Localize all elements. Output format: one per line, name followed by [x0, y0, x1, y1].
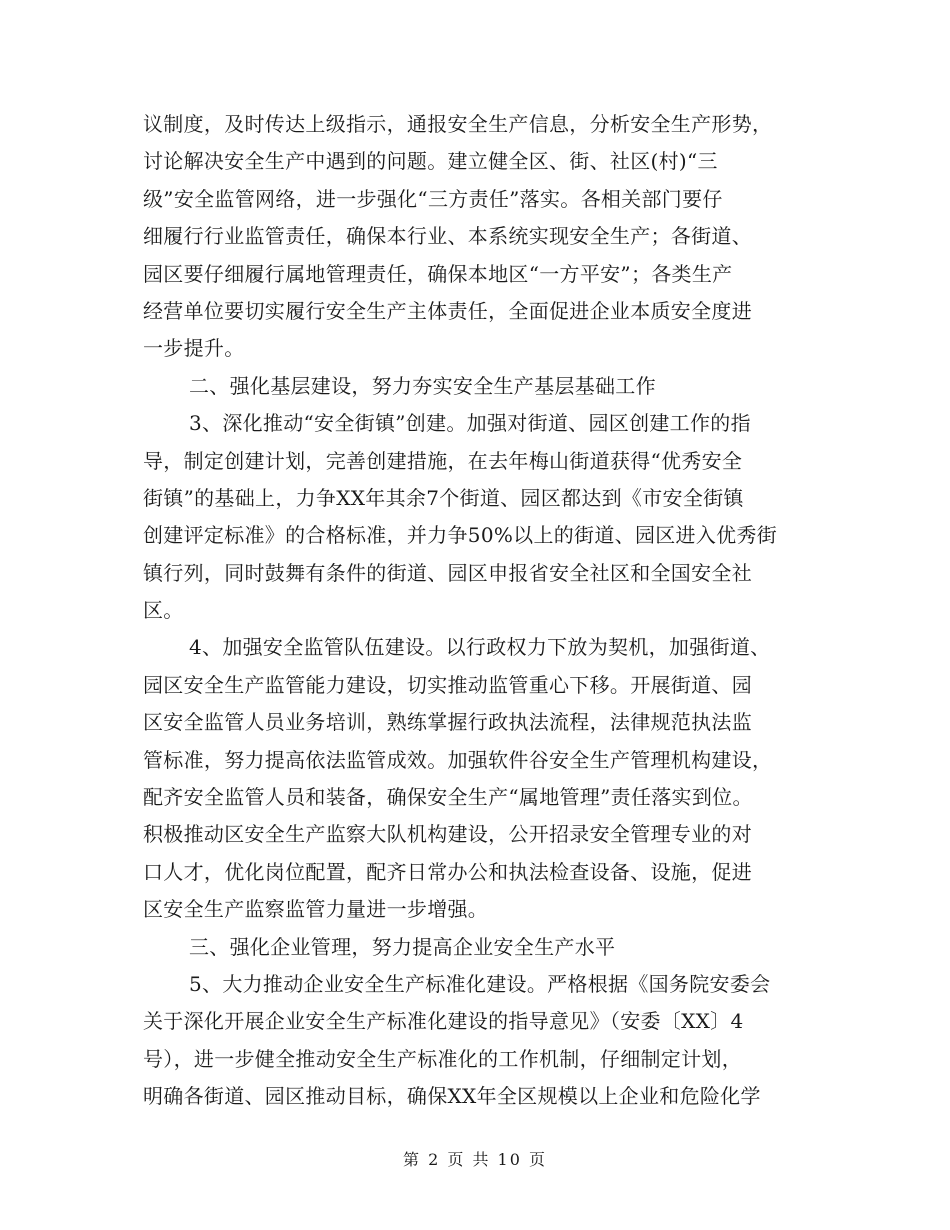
text-line: 讨论解决安全生产中遇到的问题。建立健全区、街、社区(村)“三 [143, 149, 718, 174]
text-line: 积极推动区安全生产监察大队机构建设，公开招录安全管理专业的对 [143, 822, 752, 847]
text-line: 区安全生产监察监管力量进一步增强。 [143, 897, 489, 922]
text-line: 一步提升。 [143, 336, 245, 361]
text-line: 配齐安全监管人员和装备，确保安全生产“属地管理”责任落实到位。 [143, 785, 753, 810]
text-line: 级”安全监管网络，进一步强化“三方责任”落实。各相关部门要仔 [143, 186, 723, 211]
text-line: 5、大力推动企业安全生产标准化建设。严格根据《国务院安委会 [189, 971, 771, 996]
text-line: 园区要仔细履行属地管理责任，确保本地区“一方平安”；各类生产 [143, 261, 733, 286]
text-line: 园区安全生产监管能力建设，切实推动监管重心下移。开展街道、园 [143, 672, 752, 697]
document-body [143, 106, 808, 1116]
text-line: 管标准，努力提高依法监管成效。加强软件谷安全生产管理机构建设， [143, 747, 773, 772]
text-line: 议制度，及时传达上级指示，通报安全生产信息，分析安全生产形势， [143, 112, 773, 136]
text-line: 镇行列，同时鼓舞有条件的街道、园区申报省安全社区和全国安全社 [143, 560, 752, 585]
text-line: 二、强化基层建设，努力夯实安全生产基层基础工作 [189, 373, 656, 398]
text-line: 细履行行业监管责任，确保本行业、本系统实现安全生产；各街道、 [143, 224, 752, 249]
page-footer: 第 2 页 共 10 页 [403, 1150, 547, 1169]
text-line: 区安全监管人员业务培训，熟练掌握行政执法流程，法律规范执法监 [143, 710, 752, 735]
text-line: 号），进一步健全推动安全生产标准化的工作机制，仔细制定计划， [143, 1046, 742, 1071]
text-line: 关于深化开展企业安全生产标准化建设的指导意见》（安委〔XX〕4 [143, 1009, 744, 1034]
text-line: 口人才，优化岗位配置，配齐日常办公和执法检查设备、设施，促进 [143, 859, 752, 884]
text-line: 三、强化企业管理，努力提高企业安全生产水平 [189, 934, 616, 959]
text-line: 经营单位要切实履行安全生产主体责任，全面促进企业本质安全度进 [143, 298, 752, 323]
text-line: 4、加强安全监管队伍建设。以行政权力下放为契机，加强街道、 [189, 635, 771, 660]
text-line: 街镇”的基础上，力争XX年其余7个街道、园区都达到《市安全街镇 [143, 485, 744, 510]
text-line: 明确各街道、园区推动目标，确保XX年全区规模以上企业和危险化学 [143, 1084, 761, 1109]
text-line: 3、深化推动“安全街镇”创建。加强对街道、园区创建工作的指 [189, 411, 751, 436]
text-line: 创建评定标准》的合格标准，并力争50%以上的街道、园区进入优秀街 [143, 523, 778, 548]
text-line: 区。 [143, 598, 184, 623]
text-line: 导，制定创建计划，完善创建措施，在去年梅山街道获得“优秀安全 [143, 448, 743, 473]
